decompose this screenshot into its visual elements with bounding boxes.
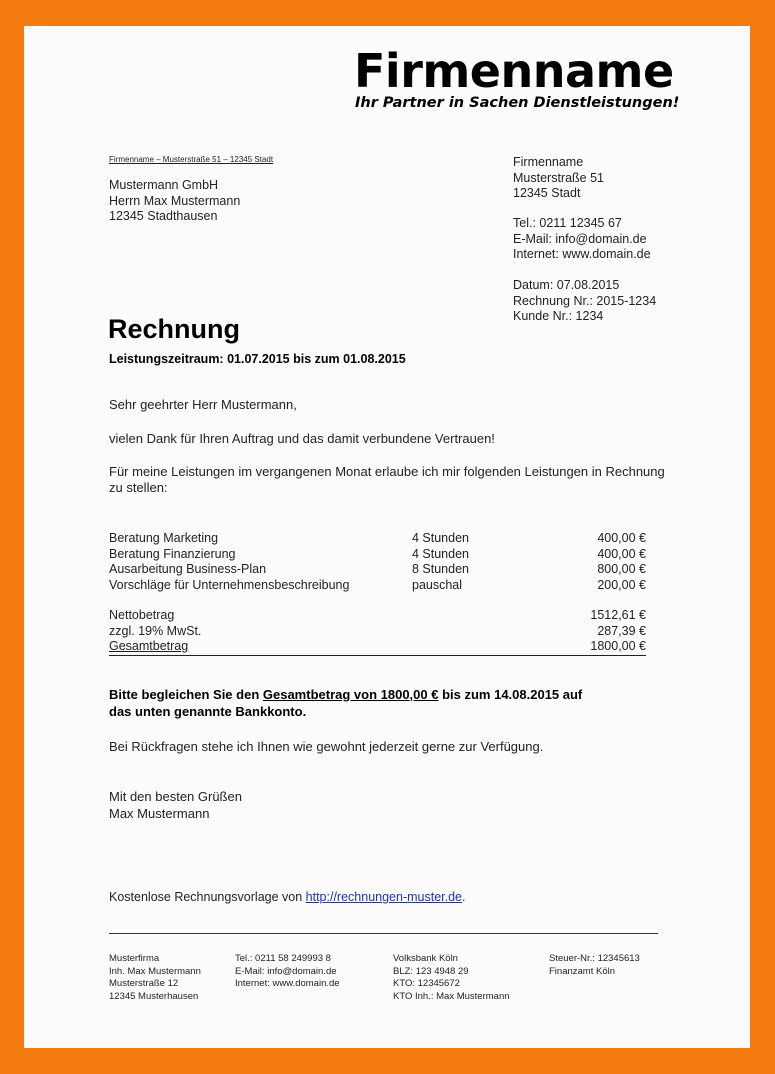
footer-line: Finanzamt Köln bbox=[549, 965, 616, 977]
item-amount: 200,00 € bbox=[597, 577, 646, 592]
invoice-page bbox=[24, 26, 750, 1048]
table-row bbox=[109, 562, 646, 578]
footer-divider bbox=[109, 933, 658, 934]
template-link[interactable]: http://rechnungen-muster.de bbox=[305, 890, 463, 904]
contact-email: E-Mail: info@domain.de bbox=[513, 231, 647, 246]
footer-line: Musterfirma bbox=[109, 953, 160, 964]
company-line: Musterstraße 51 bbox=[513, 170, 605, 185]
table-row bbox=[109, 547, 646, 563]
sender-address-line: Firmenname – Musterstraße 51 – 12345 Stadt bbox=[109, 155, 274, 164]
net-label: Nettobetrag bbox=[109, 608, 175, 622]
company-contact bbox=[513, 216, 651, 263]
invoice-meta bbox=[513, 278, 656, 325]
contact-phone: Tel.: 0211 12345 67 bbox=[513, 216, 622, 230]
line-items-table bbox=[109, 531, 646, 593]
footer-line: Tel.: 0211 58 249993 8 bbox=[235, 953, 331, 964]
salutation: Sehr geehrter Herr Mustermann, bbox=[109, 397, 297, 412]
footer-line: Internet: www.domain.de bbox=[235, 978, 340, 989]
gross-total-row bbox=[109, 639, 646, 656]
totals-block bbox=[109, 608, 646, 656]
table-row bbox=[109, 531, 646, 547]
payment-text: Bitte begleichen Sie den bbox=[109, 687, 263, 702]
footer-line: Steuer-Nr.: 12345613 bbox=[549, 953, 640, 964]
gross-value: 1800,00 € bbox=[590, 639, 646, 653]
footer-bank bbox=[393, 953, 510, 1003]
signature-name: Max Mustermann bbox=[109, 806, 210, 821]
questions-paragraph: Bei Rückfragen stehe ich Ihnen wie gewohnt jederzeit gerne zur Verfügung. bbox=[109, 739, 544, 754]
item-quantity: 8 Stunden bbox=[412, 562, 469, 576]
vat-row bbox=[109, 624, 646, 640]
footer-contact bbox=[235, 953, 340, 991]
thanks-paragraph: vielen Dank für Ihren Auftrag und das damit verbundene Vertrauen! bbox=[109, 431, 495, 446]
recipient-line: Herrn Max Mustermann bbox=[109, 193, 241, 208]
item-quantity: pauschal bbox=[412, 577, 463, 592]
table-row bbox=[109, 578, 646, 594]
template-note-text: Kostenlose Rechnungsvorlage von bbox=[109, 890, 306, 904]
document-title: Rechnung bbox=[108, 314, 240, 344]
payment-amount: Gesamtbetrag von 1800,00 € bbox=[262, 687, 439, 702]
footer-line: KTO: 12345672 bbox=[393, 978, 460, 989]
template-note-end: . bbox=[462, 890, 466, 904]
footer-line: Inh. Max Mustermann bbox=[109, 965, 201, 977]
template-note bbox=[109, 890, 466, 904]
item-description: Beratung Finanzierung bbox=[109, 546, 236, 561]
payment-instructions bbox=[109, 687, 582, 720]
recipient-line: 12345 Stadthausen bbox=[109, 209, 218, 223]
item-amount: 800,00 € bbox=[597, 562, 646, 576]
vat-value: 287,39 € bbox=[597, 623, 646, 638]
contact-website: Internet: www.domain.de bbox=[513, 247, 651, 261]
item-quantity: 4 Stunden bbox=[412, 546, 469, 561]
payment-line: das unten genannte Bankkonto. bbox=[109, 703, 307, 719]
footer-line: BLZ: 123 4948 29 bbox=[393, 965, 469, 977]
footer-line: Volksbank Köln bbox=[393, 953, 458, 964]
item-amount: 400,00 € bbox=[597, 531, 646, 545]
company-line: 12345 Stadt bbox=[513, 186, 581, 200]
service-period: Leistungszeitraum: 01.07.2015 bis zum 01.08.2015 bbox=[109, 352, 406, 366]
footer-line: 12345 Musterhausen bbox=[109, 990, 199, 1002]
recipient-line: Mustermann GmbH bbox=[109, 178, 219, 192]
company-line: Firmenname bbox=[513, 155, 584, 169]
item-description: Ausarbeitung Business-Plan bbox=[109, 562, 267, 576]
item-description: Vorschläge für Unternehmensbeschreibung bbox=[109, 577, 350, 592]
vat-label: zzgl. 19% MwSt. bbox=[109, 623, 202, 638]
item-amount: 400,00 € bbox=[597, 546, 646, 561]
invoice-number: Rechnung Nr.: 2015-1234 bbox=[513, 293, 657, 308]
footer-company bbox=[109, 953, 201, 1003]
gross-label: Gesamtbetrag bbox=[109, 639, 189, 653]
item-description: Beratung Marketing bbox=[109, 531, 219, 545]
invoice-date: Datum: 07.08.2015 bbox=[513, 278, 620, 292]
recipient-address bbox=[109, 178, 240, 225]
payment-line bbox=[109, 687, 582, 704]
footer-line: E-Mail: info@domain.de bbox=[235, 965, 337, 977]
company-tagline: Ihr Partner in Sachen Dienstleistungen! bbox=[355, 95, 680, 111]
intro-paragraph: Für meine Leistungen im vergangenen Monat erlaube ich mir folgenden Leistungen in Rechnung zu stellen: bbox=[109, 464, 665, 495]
footer-line: Musterstraße 12 bbox=[109, 978, 179, 989]
company-address bbox=[513, 155, 604, 202]
net-value: 1512,61 € bbox=[590, 608, 646, 622]
footer-line: KTO Inh.: Max Mustermann bbox=[393, 990, 510, 1002]
customer-number: Kunde Nr.: 1234 bbox=[513, 309, 604, 323]
item-quantity: 4 Stunden bbox=[412, 531, 469, 545]
payment-text: bis zum 14.08.2015 auf bbox=[438, 687, 583, 702]
company-logo-name: Firmenname bbox=[354, 44, 674, 98]
net-total-row bbox=[109, 608, 646, 624]
footer-tax bbox=[549, 953, 640, 978]
closing bbox=[109, 788, 242, 822]
closing-greeting: Mit den besten Grüßen bbox=[109, 789, 242, 804]
